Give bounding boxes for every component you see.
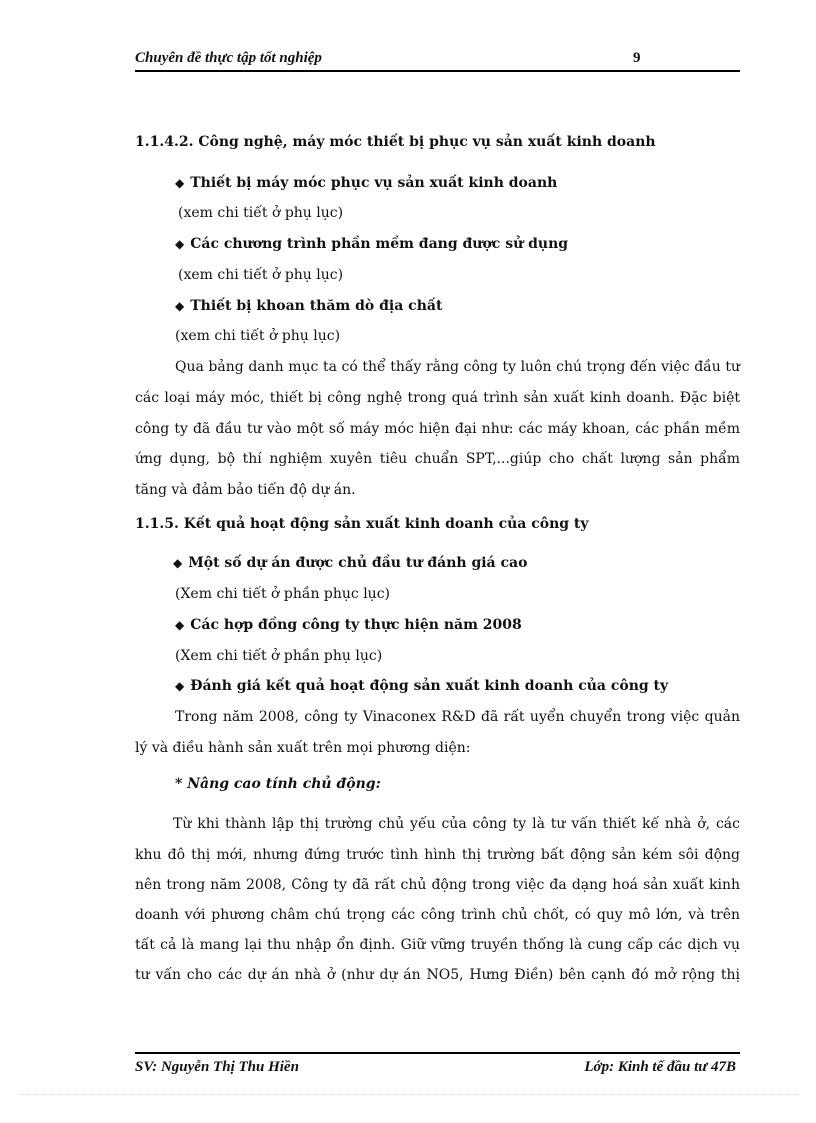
bullet-item xyxy=(175,235,740,253)
note-text: (Xem chi tiết ở phần phụ lục) xyxy=(175,648,383,664)
subheading: * Nâng cao tính chủ động: xyxy=(175,776,381,792)
class-name: Lớp: Kinh tế đầu tư 47B xyxy=(584,1059,736,1075)
page-header xyxy=(135,48,740,72)
bullet-text: Thiết bị khoan thăm dò địa chất xyxy=(190,298,443,314)
bullet-text: Các chương trình phần mềm đang được sử dụng xyxy=(190,236,569,252)
paragraph-line: Trong năm 2008, công ty Vinaconex R&D đã rất uyển chuyển trong việc quản xyxy=(175,709,740,725)
note-text: (xem chi tiết ở phụ lục) xyxy=(178,205,344,221)
bullet-item xyxy=(175,677,740,695)
paragraph-line: tư vấn cho các dự án nhà ở (như dự án NO5, Hưng Điền) bên cạnh đó mở rộng thị xyxy=(135,967,740,983)
paragraph-line: Qua bảng danh mục ta có thể thấy rằng công ty luôn chú trọng đến việc đầu tư xyxy=(175,359,740,375)
bullet-item xyxy=(175,174,740,192)
bullet-text: Một số dự án được chủ đầu tư đánh giá cao xyxy=(188,555,528,571)
section-heading-1-1-4-2: 1.1.4.2. Công nghệ, máy móc thiết bị phục vụ sản xuất kinh doanh xyxy=(135,134,656,150)
page-bottom-divider xyxy=(20,1094,800,1095)
document-title: Chuyên đề thực tập tốt nghiệp xyxy=(135,50,322,66)
paragraph-line: các loại máy móc, thiết bị công nghệ trong quá trình sản xuất kinh doanh. Đặc biệt xyxy=(135,390,740,406)
bullet-text: Các hợp đồng công ty thực hiện năm 2008 xyxy=(190,617,522,633)
paragraph-line: lý và điều hành sản xuất trên mọi phương diện: xyxy=(135,740,471,756)
page-number: 9 xyxy=(633,50,641,66)
diamond-bullet-icon: ◆ xyxy=(175,679,185,693)
paragraph-line: khu đô thị mới, nhưng đứng trước tình hình thị trường bất động sản kém sôi động xyxy=(135,847,740,863)
diamond-bullet-icon: ◆ xyxy=(175,176,185,190)
bullet-text: Đánh giá kết quả hoạt động sản xuất kinh doanh của công ty xyxy=(190,678,669,694)
note-text: (xem chi tiết ở phụ lục) xyxy=(178,267,344,283)
paragraph-line: nên trong năm 2008, Công ty đã rất chủ động trong việc đa dạng hoá sản xuất kinh xyxy=(135,877,740,893)
paragraph-line: doanh với phương châm chú trọng các công trình chủ chốt, có quy mô lớn, và trên xyxy=(135,907,740,923)
note-text: (Xem chi tiết ở phần phục lục) xyxy=(175,586,391,602)
diamond-bullet-icon: ◆ xyxy=(175,618,185,632)
paragraph-line: tăng và đảm bảo tiến độ dự án. xyxy=(135,482,356,498)
paragraph-line: tất cả là mang lại thu nhập ổn định. Giữ vững truyền thống là cung cấp các dịch vụ xyxy=(135,937,740,953)
section-heading-1-1-5: 1.1.5. Kết quả hoạt động sản xuất kinh doanh của công ty xyxy=(135,516,589,532)
bullet-item xyxy=(175,297,740,315)
page-footer xyxy=(135,1052,740,1076)
paragraph-line: Từ khi thành lập thị trường chủ yếu của công ty là tư vấn thiết kế nhà ở, các xyxy=(173,816,740,832)
note-text: (xem chi tiết ở phụ lục) xyxy=(175,328,341,344)
diamond-bullet-icon: ◆ xyxy=(175,237,185,251)
student-name: SV: Nguyễn Thị Thu Hiền xyxy=(135,1059,299,1075)
paragraph-line: công ty đã đầu tư vào một số máy móc hiện đại như: các máy khoan, các phần mềm xyxy=(135,421,740,437)
diamond-bullet-icon: ◆ xyxy=(173,556,183,570)
diamond-bullet-icon: ◆ xyxy=(175,299,185,313)
bullet-item xyxy=(175,616,740,634)
paragraph-line: ứng dụng, bộ thí nghiệm xuyên tiêu chuẩn SPT,...giúp cho chất lượng sản phẩm xyxy=(135,451,740,467)
bullet-item xyxy=(173,554,740,572)
bullet-text: Thiết bị máy móc phục vụ sản xuất kinh doanh xyxy=(190,175,558,191)
